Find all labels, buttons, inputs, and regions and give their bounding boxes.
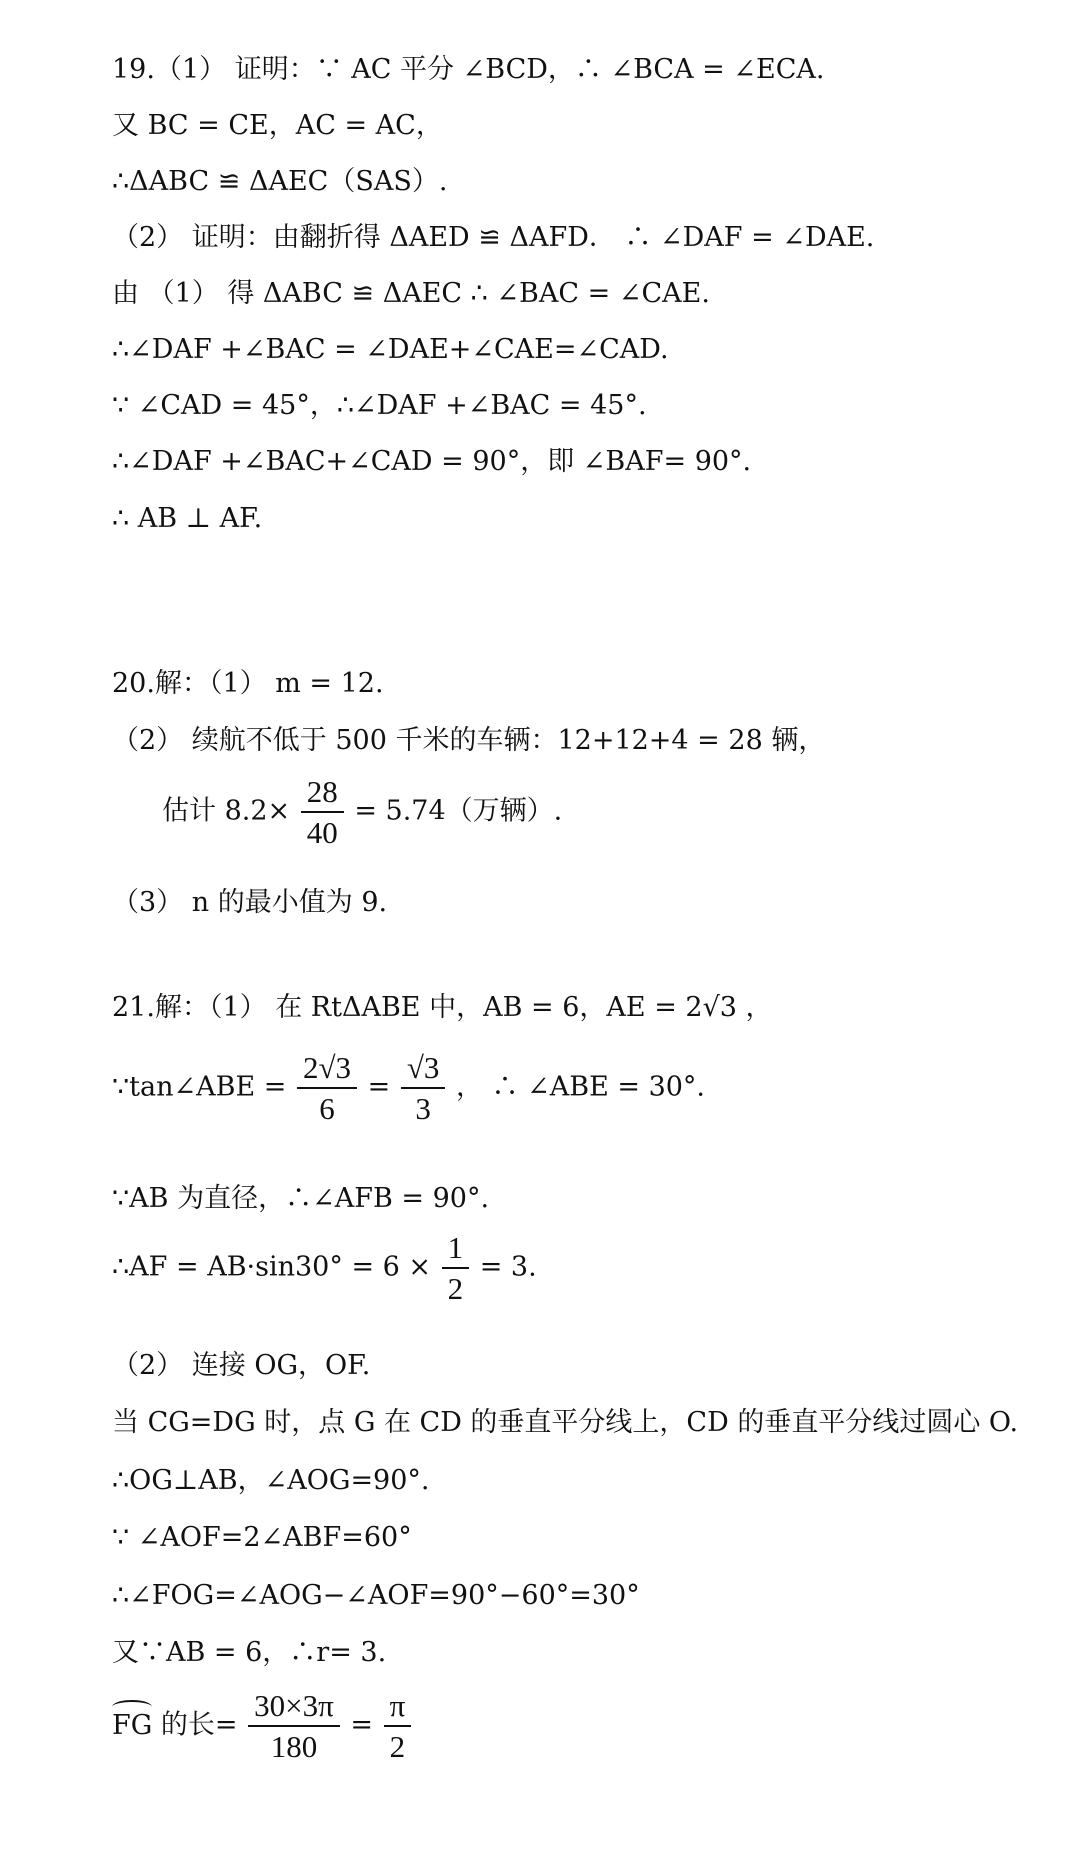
q21-line-4-suffix: = 3. xyxy=(479,1251,537,1283)
q21-fraction-3-denominator: 2 xyxy=(447,1271,464,1306)
q20-line-4: （3） n 的最小值为 9. xyxy=(112,887,388,918)
q19-line-7: ∵ ∠CAD = 45°，∴∠DAF +∠BAC = 45°. xyxy=(112,390,647,421)
q21-fraction-1-denominator: 6 xyxy=(319,1091,335,1126)
q20-line-2: （2） 续航不低于 500 千米的车辆：12+12+4 = 28 辆， xyxy=(112,725,826,756)
q21-fraction-3-bar xyxy=(442,1267,470,1269)
q20-fraction xyxy=(301,776,344,848)
q21-line-6: 当 CG=DG 时，点 G 在 CD 的垂直平分线上，CD 的垂直平分线过圆心 O. xyxy=(112,1407,1019,1438)
q21-line-11-prefix: 的长= xyxy=(160,1709,238,1741)
q19-line-4: （2） 证明：由翻折得 ΔAED ≌ ΔAFD． ∴ ∠DAF = ∠DAE. xyxy=(112,222,875,253)
q21-line-11 xyxy=(112,1690,413,1762)
q21-line-2 xyxy=(112,1052,705,1124)
q20-line-3 xyxy=(162,776,562,848)
q21-line-4-prefix: ∴AF = AB·sin30° = 6 × xyxy=(112,1251,432,1283)
q19-line-1: 19.（1） 证明：∵ AC 平分 ∠BCD，∴ ∠BCA = ∠ECA. xyxy=(112,54,825,85)
q21-line-1: 21.解：（1） 在 RtΔABE 中，AB = 6，AE = 2√3 ， xyxy=(112,992,773,1023)
q20-fraction-denominator: 40 xyxy=(306,815,338,850)
q20-line-1: 20.解：（1） m = 12. xyxy=(112,668,384,699)
q21-fraction-2 xyxy=(401,1052,446,1124)
q19-line-5: 由 （1） 得 ΔABC ≌ ΔAEC ∴ ∠BAC = ∠CAE. xyxy=(112,278,710,309)
q20-line-3-suffix: = 5.74（万辆）. xyxy=(354,795,563,827)
q21-fraction-2-numerator: √3 xyxy=(406,1050,440,1085)
q21-fraction-5-denominator: 2 xyxy=(389,1729,406,1764)
q21-line-2-prefix: ∵tan∠ABE = xyxy=(112,1071,287,1103)
q21-line-8: ∵ ∠AOF=2∠ABF=60° xyxy=(112,1522,412,1553)
q21-line-4 xyxy=(112,1232,537,1304)
q21-fraction-3 xyxy=(442,1232,470,1304)
arc-icon xyxy=(112,1700,152,1714)
arc-label xyxy=(112,1702,152,1739)
q21-fraction-1-numerator: 2√3 xyxy=(303,1050,352,1085)
q21-line-7: ∴OG⊥AB，∠AOG=90°. xyxy=(112,1465,430,1496)
arc-text: FG xyxy=(112,1709,153,1741)
q21-line-5: （2） 连接 OG，OF. xyxy=(112,1350,371,1381)
q21-fraction-2-denominator: 3 xyxy=(415,1091,431,1126)
q21-line-3: ∵AB 为直径，∴∠AFB = 90°. xyxy=(112,1183,490,1214)
q19-line-8: ∴∠DAF +∠BAC+∠CAD = 90°，即 ∠BAF= 90°. xyxy=(112,446,752,477)
q21-fraction-5-bar xyxy=(384,1725,412,1727)
q21-fraction-5-numerator: π xyxy=(389,1688,406,1723)
q20-fraction-bar xyxy=(301,811,344,813)
q21-line-2-equals: = xyxy=(367,1071,391,1103)
q19-line-6: ∴∠DAF +∠BAC = ∠DAE+∠CAE=∠CAD. xyxy=(112,334,669,365)
q19-line-9: ∴ AB ⊥ AF. xyxy=(112,503,263,534)
q21-fraction-4-numerator: 30×3π xyxy=(254,1688,334,1723)
q21-fraction-4 xyxy=(248,1690,340,1762)
q21-fraction-3-numerator: 1 xyxy=(447,1230,464,1265)
q21-line-9: ∴∠FOG=∠AOG−∠AOF=90°−60°=30° xyxy=(112,1580,640,1611)
q21-fraction-1-bar xyxy=(297,1087,357,1089)
q21-fraction-4-bar xyxy=(248,1725,340,1727)
q21-fraction-5 xyxy=(384,1690,412,1762)
q20-fraction-numerator: 28 xyxy=(306,774,338,809)
q20-line-3-prefix: 估计 8.2× xyxy=(162,795,291,827)
q21-fraction-2-bar xyxy=(401,1087,446,1089)
q21-fraction-4-denominator: 180 xyxy=(270,1729,318,1764)
q19-line-3: ∴ΔABC ≌ ΔAEC（SAS）. xyxy=(112,166,448,197)
q21-line-11-equals: = xyxy=(350,1709,382,1741)
q21-line-2-suffix: ， ∴ ∠ABE = 30°. xyxy=(455,1071,706,1103)
q21-line-10: 又∵AB = 6，∴r= 3. xyxy=(112,1637,387,1668)
q21-fraction-1 xyxy=(297,1052,357,1124)
q19-line-2: 又 BC = CE，AC = AC， xyxy=(112,110,443,141)
